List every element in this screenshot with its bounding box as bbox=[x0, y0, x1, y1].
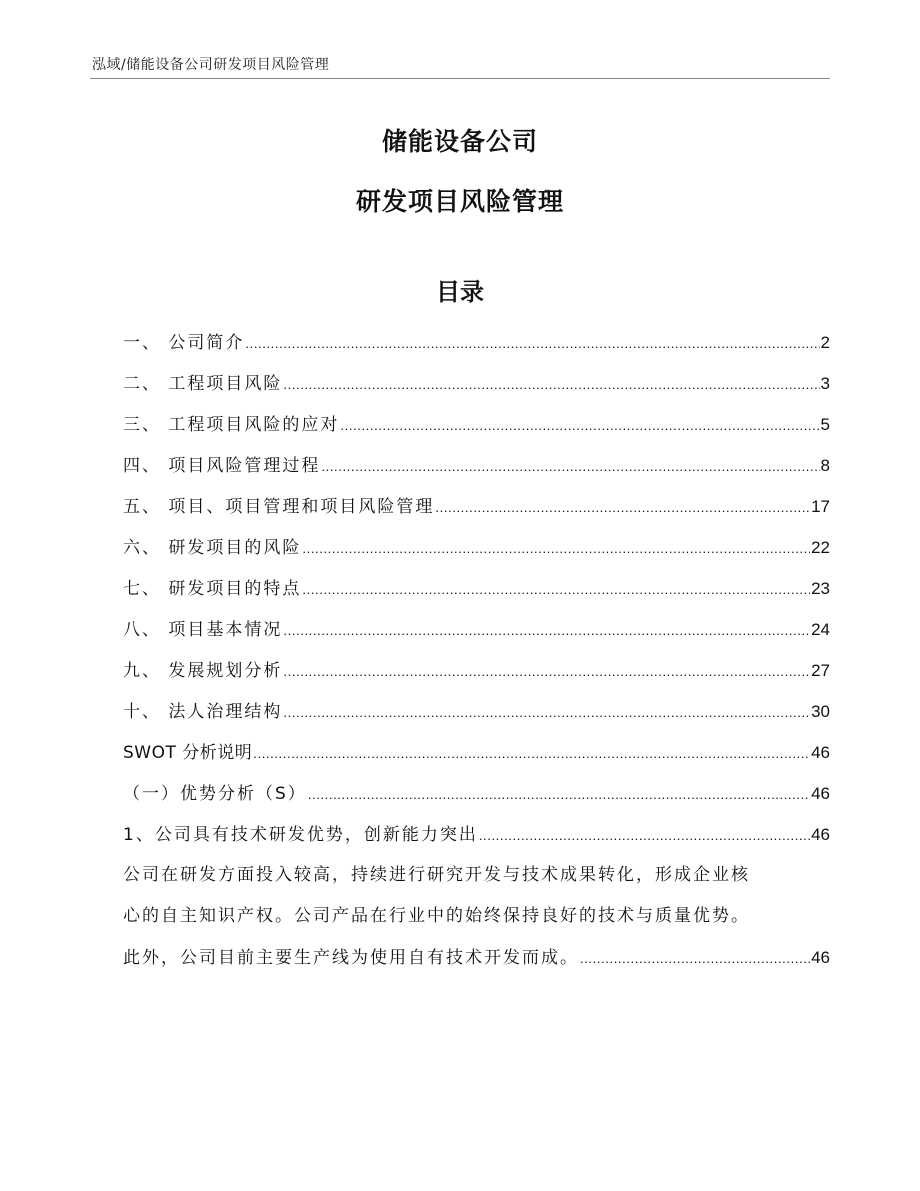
toc-entry-page: 22 bbox=[811, 538, 830, 557]
toc-entry[interactable] bbox=[123, 568, 830, 609]
table-of-contents bbox=[123, 322, 830, 978]
toc-entry-page: 46 bbox=[811, 784, 830, 803]
toc-entry-label: 1、公司具有技术研发优势，创新能力突出 bbox=[123, 825, 478, 845]
toc-entry[interactable] bbox=[123, 445, 830, 486]
toc-paragraph-line-3: 此外，公司目前主要生产线为使用自有技术开发而成。 bbox=[123, 948, 579, 968]
toc-entry-page: 23 bbox=[811, 579, 830, 598]
toc-leader-dots bbox=[340, 405, 819, 446]
toc-entry-label: 九、 发展规划分析 bbox=[123, 661, 283, 681]
toc-entry[interactable] bbox=[123, 650, 830, 691]
toc-paragraph-line-2: 心的自主知识产权。公司产品在行业中的始终保持良好的技术与质量优势。 bbox=[123, 906, 750, 926]
toc-entry-label: 二、 工程项目风险 bbox=[123, 374, 283, 394]
toc-entry-page: 5 bbox=[820, 415, 830, 434]
toc-leader-dots bbox=[308, 774, 810, 815]
document-title-line-2: 研发项目风险管理 bbox=[355, 187, 564, 216]
toc-entry[interactable] bbox=[123, 773, 830, 814]
toc-paragraph-line-1: 公司在研发方面投入较高，持续进行研究开发与技术成果转化，形成企业核 bbox=[123, 865, 750, 885]
toc-leader-dots bbox=[479, 815, 810, 856]
toc-entry-page: 30 bbox=[811, 702, 830, 721]
toc-entry-label: （一）优势分析（S） bbox=[123, 784, 307, 804]
toc-leader-dots bbox=[302, 528, 810, 569]
header-divider bbox=[90, 78, 830, 79]
toc-entry-page: 46 bbox=[811, 743, 830, 762]
toc-leader-dots bbox=[321, 446, 819, 487]
toc-entry-page: 46 bbox=[811, 948, 830, 967]
toc-leader-dots bbox=[302, 569, 810, 610]
toc-entry-label: 七、 研发项目的特点 bbox=[123, 579, 302, 599]
toc-entry-label: 十、 法人治理结构 bbox=[123, 702, 283, 722]
toc-entry-page: 2 bbox=[820, 333, 830, 352]
toc-entry-page: 24 bbox=[811, 620, 830, 639]
toc-leader-dots bbox=[580, 938, 810, 979]
toc-entry[interactable] bbox=[123, 732, 830, 773]
toc-leader-dots bbox=[245, 323, 819, 364]
toc-entry-label: 八、 项目基本情况 bbox=[123, 620, 283, 640]
toc-entry-page: 8 bbox=[820, 456, 830, 475]
toc-entry-label: 三、 工程项目风险的应对 bbox=[123, 415, 340, 435]
toc-entry-label: SWOT 分析说明 bbox=[123, 743, 253, 763]
toc-entry[interactable] bbox=[123, 486, 830, 527]
toc-entry[interactable] bbox=[123, 322, 830, 363]
toc-entry[interactable] bbox=[123, 937, 830, 978]
toc-entry-label: 六、 研发项目的风险 bbox=[123, 538, 302, 558]
toc-entry[interactable] bbox=[123, 363, 830, 404]
toc-leader-dots bbox=[253, 733, 810, 774]
toc-entry-label: 五、 项目、项目管理和项目风险管理 bbox=[123, 497, 435, 517]
toc-entry[interactable] bbox=[123, 527, 830, 568]
toc-entry[interactable] bbox=[123, 609, 830, 650]
toc-entry-label: 四、 项目风险管理过程 bbox=[123, 456, 321, 476]
toc-entry[interactable] bbox=[123, 404, 830, 445]
toc-entry[interactable] bbox=[123, 691, 830, 732]
toc-heading: 目录 bbox=[436, 278, 484, 306]
toc-entry-page: 17 bbox=[811, 497, 830, 516]
toc-entry-page: 46 bbox=[811, 825, 830, 844]
toc-leader-dots bbox=[283, 651, 810, 692]
toc-entry-page: 3 bbox=[820, 374, 830, 393]
toc-leader-dots bbox=[283, 364, 819, 405]
toc-entry-page: 27 bbox=[811, 661, 830, 680]
toc-leader-dots bbox=[283, 610, 810, 651]
toc-entry-label: 一、 公司简介 bbox=[123, 333, 245, 353]
toc-entry[interactable] bbox=[123, 814, 830, 855]
document-title-line-1: 储能设备公司 bbox=[381, 127, 538, 156]
running-header: 泓域/储能设备公司研发项目风险管理 bbox=[92, 57, 330, 73]
toc-leader-dots bbox=[283, 692, 810, 733]
toc-leader-dots bbox=[435, 487, 810, 528]
